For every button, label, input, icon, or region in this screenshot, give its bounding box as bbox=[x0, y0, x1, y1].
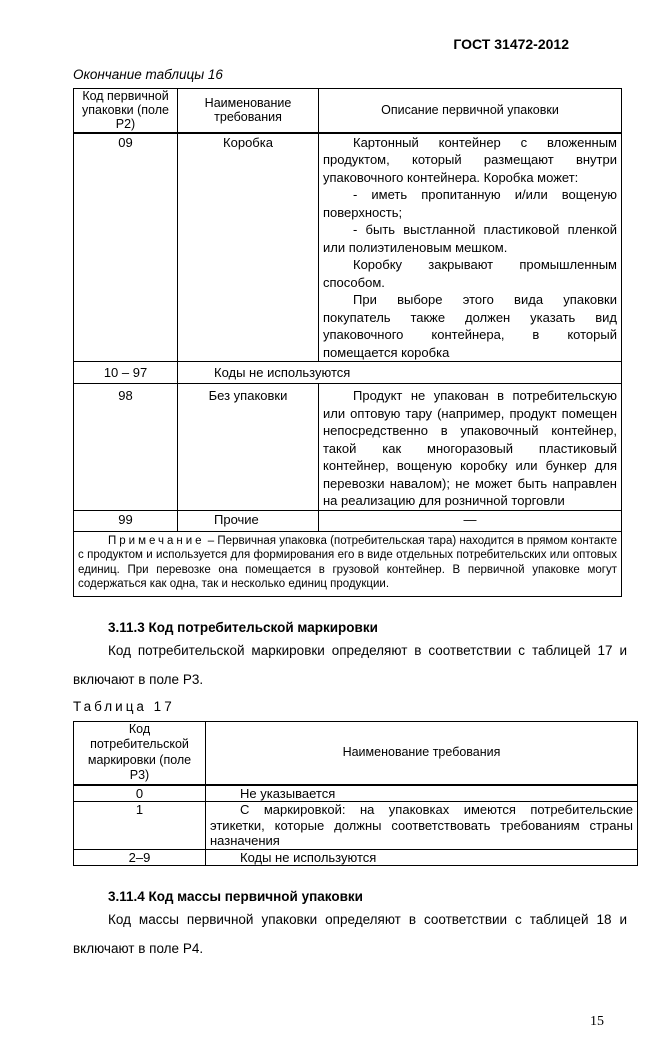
description-paragraph: - быть выстланной пластиковой пленкой или полиэтиленовым мешком. bbox=[323, 222, 617, 255]
section-3-11-3-text: Код потребительской маркировки определяют в соответствии с таблицей 17 и включают в поле Р3. bbox=[73, 642, 627, 687]
name-cell: Прочие bbox=[178, 510, 319, 531]
description-paragraph: - иметь пропитанную и/или вощеную поверхность; bbox=[323, 187, 617, 220]
description-paragraph: Картонный контейнер с вложенным продуктом, который размещают внутри упаковочного контейнера. Коробка может: bbox=[323, 134, 617, 185]
table-note-row bbox=[74, 531, 622, 596]
table-row bbox=[74, 362, 622, 384]
table-row bbox=[74, 510, 622, 531]
section-3-11-3-title: 3.11.3 Код потребительской маркировки bbox=[108, 619, 378, 635]
description-cell bbox=[319, 133, 622, 362]
table-row bbox=[74, 802, 638, 850]
description-cell: Продукт не упакован в потребительскую или оптовую тару (например, продукт помещен непосредственно в упаковочный контейнер, такой как многоразовый пластиковый контейнер, вощеную коробку или бункер для перевозки навалом); не может быть направлен на реализацию для розничной торговли bbox=[319, 384, 622, 511]
code-cell: 99 bbox=[74, 510, 178, 531]
header-cell: Описание первичной упаковки bbox=[319, 89, 622, 133]
table-16-caption: Окончание таблицы 16 bbox=[73, 67, 223, 82]
header-cell: Код потребительской маркировки (поле Р3) bbox=[74, 721, 206, 785]
note-label: Примечание bbox=[108, 534, 205, 547]
table-17 bbox=[73, 721, 638, 867]
section-3-11-4-text: Код массы первичной упаковки определяют в соответствии с таблицей 18 и включают в поле Р4. bbox=[73, 912, 627, 956]
document-header: ГОСТ 31472-2012 bbox=[453, 36, 569, 52]
name-cell: Коды не используются bbox=[206, 849, 638, 866]
page-number: 15 bbox=[590, 1014, 604, 1029]
description-paragraph: Коробку закрывают промышленным способом. bbox=[323, 257, 617, 290]
description-cell: — bbox=[319, 510, 622, 531]
name-cell: Не указывается bbox=[206, 785, 638, 802]
code-cell: 2–9 bbox=[74, 849, 206, 866]
table-row bbox=[74, 785, 638, 802]
table-16 bbox=[73, 88, 622, 597]
table-17-caption: Таблица 17 bbox=[73, 698, 175, 714]
name-cell: Коробка bbox=[178, 133, 319, 362]
code-cell: 09 bbox=[74, 133, 178, 362]
description-paragraph: При выборе этого вида упаковки покупатель также должен указать вид упаковочного контейнера, в который помещается коробка bbox=[323, 292, 617, 360]
name-cell: Коды не используются bbox=[178, 362, 622, 384]
header-cell: Наименование требования bbox=[206, 721, 638, 785]
code-cell: 1 bbox=[74, 802, 206, 850]
table-header-row bbox=[74, 721, 638, 785]
code-cell: 10 – 97 bbox=[74, 362, 178, 384]
code-cell: 0 bbox=[74, 785, 206, 802]
name-cell: Без упаковки bbox=[178, 384, 319, 511]
table-row bbox=[74, 384, 622, 511]
table-note bbox=[74, 531, 622, 596]
header-cell: Код первичной упаковки (поле Р2) bbox=[74, 89, 178, 133]
note-text: – Первичная упаковка (потребительская тара) находится в прямом контакте с продуктом и используется для формирования его в виде отдельных потребительских или оптовых единиц. При перевозке она помещается в грузовой контейнер. В первичной упаковке могут содержаться как одна, так и несколько единиц продукции. bbox=[78, 534, 617, 590]
section-3-11-4-title: 3.11.4 Код массы первичной упаковки bbox=[108, 889, 363, 904]
header-cell: Наименование требования bbox=[178, 89, 319, 133]
table-header-row bbox=[74, 89, 622, 133]
table-row bbox=[74, 133, 622, 362]
name-cell: С маркировкой: на упаковках имеются потребительские этикетки, которые должны соответствовать требованиям страны назначения bbox=[206, 802, 638, 850]
table-row bbox=[74, 849, 638, 866]
code-cell: 98 bbox=[74, 384, 178, 511]
